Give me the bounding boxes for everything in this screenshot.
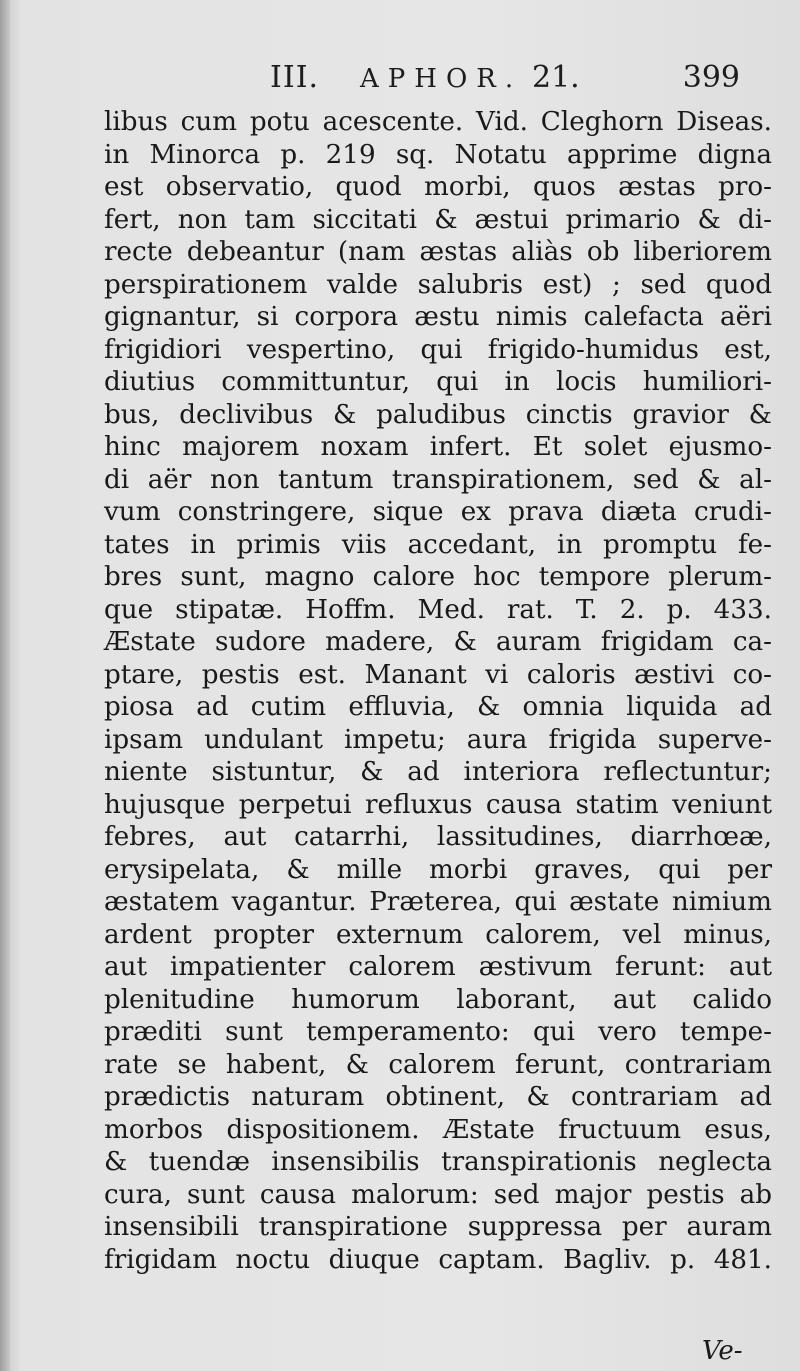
- text-line: æstatem vagantur. Præterea, qui æstate nimium: [104, 887, 772, 917]
- text-line: est observatio, quod morbi, quos æstas pro-: [104, 172, 772, 202]
- text-line: ardent propter externum calorem, vel minus,: [104, 919, 772, 950]
- text-line: in Minorca p. 219 sq. Notatu apprime digna: [104, 139, 772, 170]
- text-line: rate se habent, & calorem ferunt, contrariam: [104, 1049, 772, 1080]
- text-line: gignantur, si corpora æstu nimis calefacta aëri: [104, 302, 772, 332]
- text-line: tates in primis viis accedant, in promptu fe-: [104, 529, 772, 560]
- text-line: insensibili transpiratione suppressa per auram: [104, 1212, 772, 1242]
- text-line: morbos dispositionem. Æstate fructuum esus,: [104, 1114, 772, 1145]
- text-line: vum constringere, sique ex prava diæta crudi-: [104, 497, 772, 527]
- text-line: & tuendæ insensibilis transpirationis neglecta: [104, 1147, 772, 1177]
- running-head-title: APHOR.: [360, 64, 523, 94]
- text-line: febres, aut catarrhi, lassitudines, diarrhœæ,: [104, 822, 772, 852]
- body-text: [104, 106, 772, 1276]
- catchword: Ve-: [702, 1336, 743, 1366]
- page-gutter: [0, 0, 10, 1371]
- text-line: perspirationem valde salubris est) ; sed quod: [104, 269, 772, 300]
- running-head-section: III.: [270, 60, 320, 95]
- text-line: que stipatæ. Hoffm. Med. rat. T. 2. p. 433.: [104, 594, 772, 625]
- text-line: bres sunt, magno calore hoc tempore plerum-: [104, 562, 772, 592]
- text-line: niente sistuntur, & ad interiora reflectuntur;: [104, 757, 772, 787]
- text-line: hinc majorem noxam infert. Et solet ejusmo-: [104, 432, 772, 462]
- text-line: di aër non tantum transpirationem, sed & al-: [104, 464, 772, 495]
- text-line: recte debeantur (nam æstas aliàs ob liberiorem: [104, 237, 772, 267]
- text-line: aut impatienter calorem æstivum ferunt: aut: [104, 952, 772, 982]
- text-line: Æstate sudore madere, & auram frigidam ca-: [104, 627, 772, 657]
- text-line: frigidiori vespertino, qui frigido-humidus est,: [104, 334, 772, 365]
- text-line: ptare, pestis est. Manant vi caloris æstivi co-: [104, 659, 772, 690]
- text-line: piosa ad cutim effluvia, & omnia liquida ad: [104, 692, 772, 722]
- text-line: hujusque perpetui refluxus causa statim veniunt: [104, 789, 772, 820]
- text-line: erysipelata, & mille morbi graves, qui per: [104, 854, 772, 885]
- text-line: ipsam undulant impetu; aura frigida superve-: [104, 724, 772, 755]
- text-line: diutius committuntur, qui in locis humiliori-: [104, 367, 772, 397]
- text-line: cura, sunt causa malorum: sed major pestis ab: [104, 1179, 772, 1210]
- text-line: plenitudine humorum laborant, aut calido: [104, 984, 772, 1015]
- text-line: præditi sunt temperamento: qui vero tempe-: [104, 1017, 772, 1047]
- text-line: prædictis naturam obtinent, & contrariam ad: [104, 1082, 772, 1112]
- page-number: 399: [682, 60, 740, 95]
- text-line: bus, declivibus & paludibus cinctis gravior &: [104, 399, 772, 430]
- text-line: frigidam noctu diuque captam. Bagliv. p. 481.: [104, 1244, 772, 1275]
- running-head-aphorism-number: 21.: [532, 60, 580, 95]
- text-line: fert, non tam siccitati & æstui primario & di-: [104, 204, 772, 235]
- running-header: [270, 60, 770, 104]
- text-line: libus cum potu acescente. Vid. Cleghorn Diseas.: [104, 107, 772, 137]
